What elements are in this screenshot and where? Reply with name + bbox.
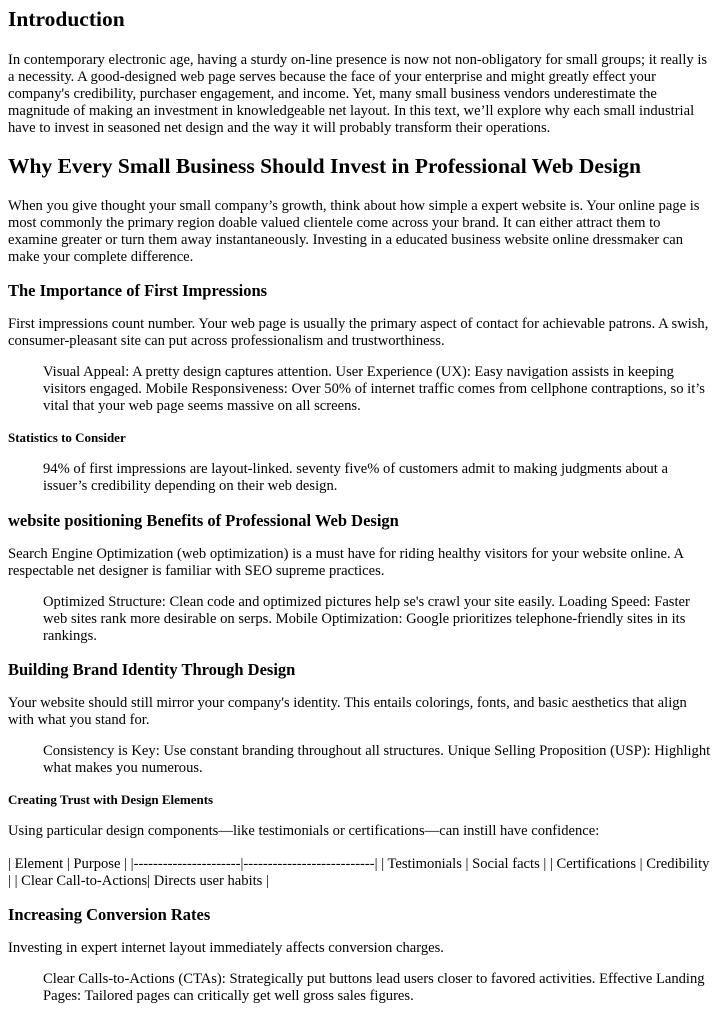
first-impressions-heading: The Importance of First Impressions — [8, 281, 268, 300]
brand-paragraph: Your website should still mirror your company's identity. This entails colorings, fonts, and basic aesthetics that align with what you stand for. — [8, 695, 687, 728]
statistics-quote: 94% of first impressions are layout-linked. seventy five% of customers admit to making judgments about a issuer’s credibility depending on their web design. — [43, 461, 668, 494]
brand-quote: Consistency is Key: Use constant branding throughout all structures. Unique Selling Proposition (USP): Highlight what makes you numerous. — [43, 743, 711, 776]
intro-heading: Introduction — [8, 7, 125, 31]
conversion-paragraph: Investing in expert internet layout immediately affects conversion charges. — [8, 940, 444, 956]
trust-heading: Creating Trust with Design Elements — [8, 792, 214, 807]
main-heading: Why Every Small Business Should Invest in Professional Web Design — [8, 154, 641, 178]
seo-paragraph: Search Engine Optimization (web optimization) is a must have for riding healthy visitors for your website online. A respectable net designer is familiar with SEO supreme practices. — [8, 546, 684, 579]
conversion-quote: Clear Calls-to-Actions (CTAs): Strategically put buttons lead users closer to favored activities. Effective Landing Pages: Tailored pages can critically get well gross sales figures. — [43, 971, 705, 1004]
article — [0, 7, 720, 1005]
seo-heading: website positioning Benefits of Professional Web Design — [8, 511, 399, 530]
intro-paragraph: In contemporary electronic age, having a sturdy on-line presence is now not non-obligatory for small groups; it really is a necessity. A good-designed web page serves because the face of your enterprise and might greatly effect your company's credibility, purchaser engagement, and income. Yet, many small business vendors underestimate the magnitude of making an investment in knowledgeable net layout. In this text, we’ll explore why each small industrial have to invest in seasoned net design and the way it will probably transform their operations. — [8, 52, 708, 136]
seo-quote: Optimized Structure: Clean code and optimized pictures help se's crawl your site easily. Loading Speed: Faster web sites rank more desirable on serps. Mobile Optimization: Google prioritizes telephone-friendly sites in its rankings. — [43, 594, 690, 644]
brand-heading: Building Brand Identity Through Design — [8, 660, 296, 679]
trust-paragraph: Using particular design components—like testimonials or certifications—can instill have confidence: — [8, 823, 600, 839]
conversion-heading: Increasing Conversion Rates — [8, 905, 211, 924]
statistics-heading: Statistics to Consider — [8, 430, 126, 445]
trust-table-text: | Element | Purpose | |----------------------|---------------------------| | Testimonials | Social facts | | Certifications | Credibility | | Clear Call-to-Actions| Directs user habits | — [8, 856, 710, 889]
main-paragraph: When you give thought your small company’s growth, think about how simple a expert website is. Your online page is most commonly the primary region doable valued clientele come across your brand. It can either attract them to examine greater or turn them away instantaneously. Investing in a educated business website online dressmaker can make your complete difference. — [8, 198, 700, 265]
first-impressions-quote: Visual Appeal: A pretty design captures attention. User Experience (UX): Easy navigation assists in keeping visitors engaged. Mobile Responsiveness: Over 50% of internet traffic comes from cellphone contraptions, so it’s vital that your web page seems massive on all screens. — [43, 364, 705, 414]
first-impressions-paragraph: First impressions count number. Your web page is usually the primary aspect of contact for achievable patrons. A swish, consumer-pleasant site can put across professionalism and trustworthiness. — [8, 316, 709, 349]
